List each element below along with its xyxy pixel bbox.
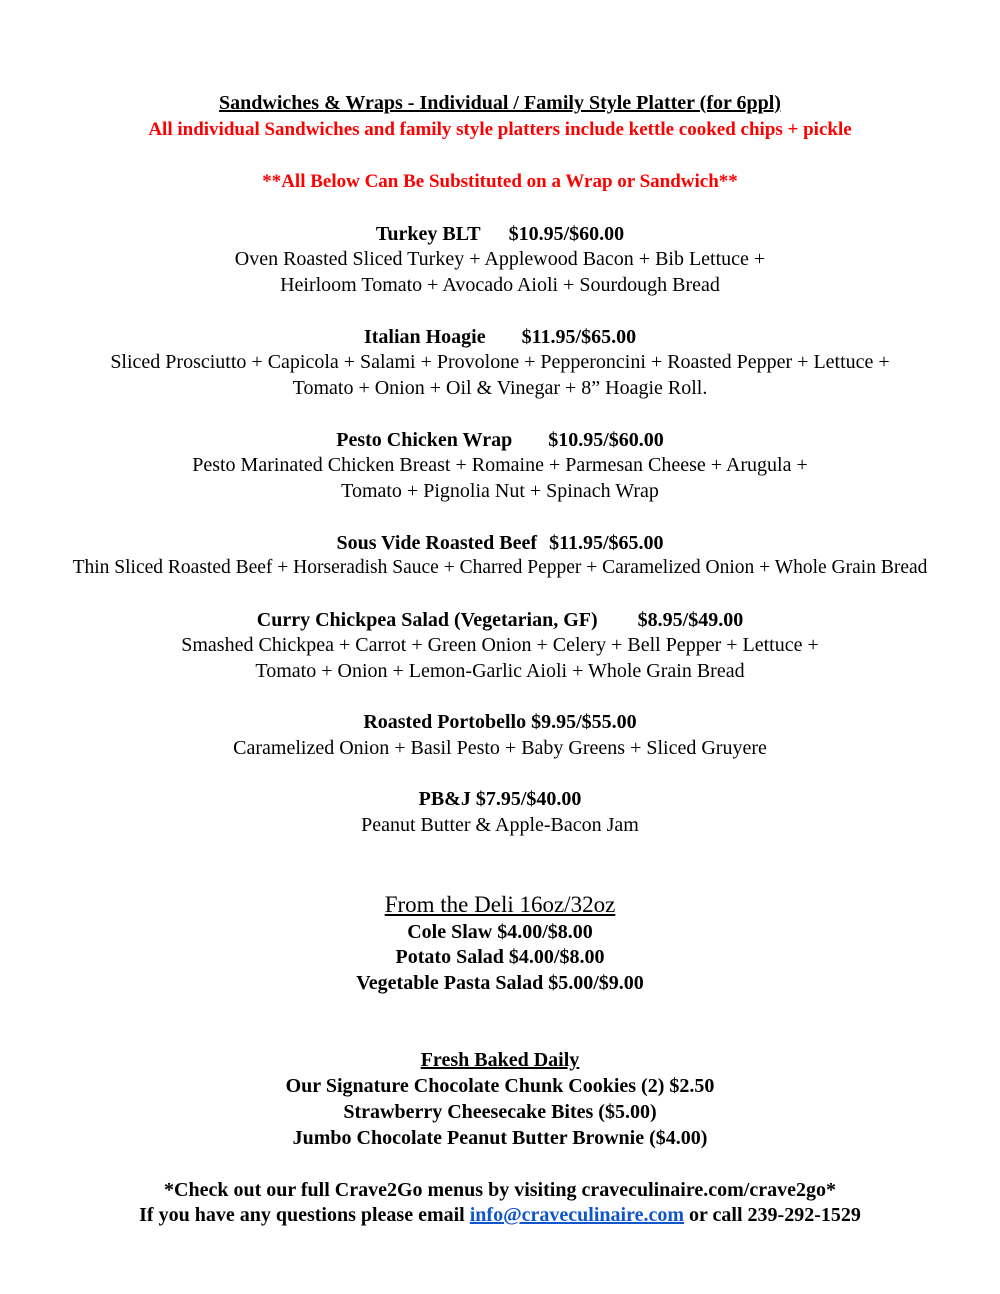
- deli-section-title: From the Deli 16oz/32oz: [384, 892, 616, 917]
- menu-item-curry-chickpea-salad: [0, 607, 1000, 633]
- item-name: Pesto Chicken Wrap: [336, 429, 513, 451]
- item-description: Smashed Chickpea + Carrot + Green Onion + Celery + Bell Pepper + Lettuce +: [181, 634, 819, 656]
- item-description: Oven Roasted Sliced Turkey + Applewood Bacon + Bib Lettuce +: [234, 248, 766, 270]
- item-description: Tomato + Onion + Oil & Vinegar + 8” Hoagie Roll.: [292, 377, 708, 399]
- menu-item-pesto-chicken-wrap: [0, 427, 1000, 453]
- item-name: Roasted Portobello: [363, 711, 527, 733]
- item-description: Pesto Marinated Chicken Breast + Romaine + Parmesan Cheese + Arugula +: [192, 454, 808, 476]
- item-price: $10.95/$60.00: [508, 223, 625, 245]
- deli-item: Vegetable Pasta Salad $5.00/$9.00: [356, 972, 644, 994]
- menu-subtitle: All individual Sandwiches and family style platters include kettle cooked chips + pickle: [148, 119, 852, 140]
- item-description: Heirloom Tomato + Avocado Aioli + Sourdough Bread: [280, 274, 720, 296]
- item-name: Italian Hoagie: [363, 326, 486, 348]
- contact-prefix: If you have any questions please email: [139, 1204, 470, 1226]
- item-name: Turkey BLT: [375, 223, 481, 245]
- contact-suffix: or call 239-292-1529: [684, 1204, 861, 1226]
- baked-item: Jumbo Chocolate Peanut Butter Brownie ($4.00): [292, 1127, 708, 1149]
- substitution-note: **All Below Can Be Substituted on a Wrap or Sandwich**: [262, 171, 738, 192]
- menu-item-turkey-blt: [0, 221, 1000, 247]
- baked-section-title: Fresh Baked Daily: [420, 1049, 580, 1071]
- item-price: $8.95/$49.00: [637, 609, 744, 631]
- menu-title: Sandwiches & Wraps - Individual / Family Style Platter (for 6ppl): [219, 92, 781, 114]
- item-price: $11.95/$65.00: [521, 326, 637, 348]
- item-price: $9.95/$55.00: [531, 711, 637, 733]
- item-description: Tomato + Pignolia Nut + Spinach Wrap: [341, 480, 659, 502]
- item-name: Sous Vide Roasted Beef: [336, 532, 538, 554]
- item-name: Curry Chickpea Salad (Vegetarian, GF): [256, 609, 598, 631]
- deli-item: Cole Slaw $4.00/$8.00: [407, 921, 593, 943]
- item-price: $11.95/$65.00: [549, 532, 664, 554]
- item-description: Caramelized Onion + Basil Pesto + Baby Greens + Sliced Gruyere: [233, 737, 767, 759]
- item-description: Tomato + Onion + Lemon-Garlic Aioli + Whole Grain Bread: [255, 660, 745, 682]
- item-name: PB&J: [418, 788, 471, 810]
- footer-website-note: *Check out our full Crave2Go menus by visiting craveculinaire.com/crave2go*: [164, 1179, 836, 1201]
- menu-item-pbj: [0, 786, 1000, 812]
- item-price: $10.95/$60.00: [548, 429, 664, 451]
- baked-item: Strawberry Cheesecake Bites ($5.00): [343, 1101, 657, 1123]
- item-description: Thin Sliced Roasted Beef + Horseradish Sauce + Charred Pepper + Caramelized Onion + Whole Grain Bread: [72, 557, 928, 578]
- item-price: $7.95/$40.00: [475, 788, 582, 810]
- item-description: Sliced Prosciutto + Capicola + Salami + Provolone + Pepperoncini + Roasted Pepper + Lettuce +: [110, 351, 890, 373]
- email-link[interactable]: info@craveculinaire.com: [469, 1204, 685, 1226]
- footer-contact: [0, 1202, 1000, 1228]
- baked-item: Our Signature Chocolate Chunk Cookies (2) $2.50: [285, 1075, 715, 1097]
- item-description: Peanut Butter & Apple-Bacon Jam: [361, 814, 639, 836]
- deli-item: Potato Salad $4.00/$8.00: [395, 946, 605, 968]
- menu-item-roasted-portobello: [0, 709, 1000, 735]
- menu-item-sous-vide-roasted-beef: [0, 530, 1000, 556]
- menu-item-italian-hoagie: [0, 324, 1000, 350]
